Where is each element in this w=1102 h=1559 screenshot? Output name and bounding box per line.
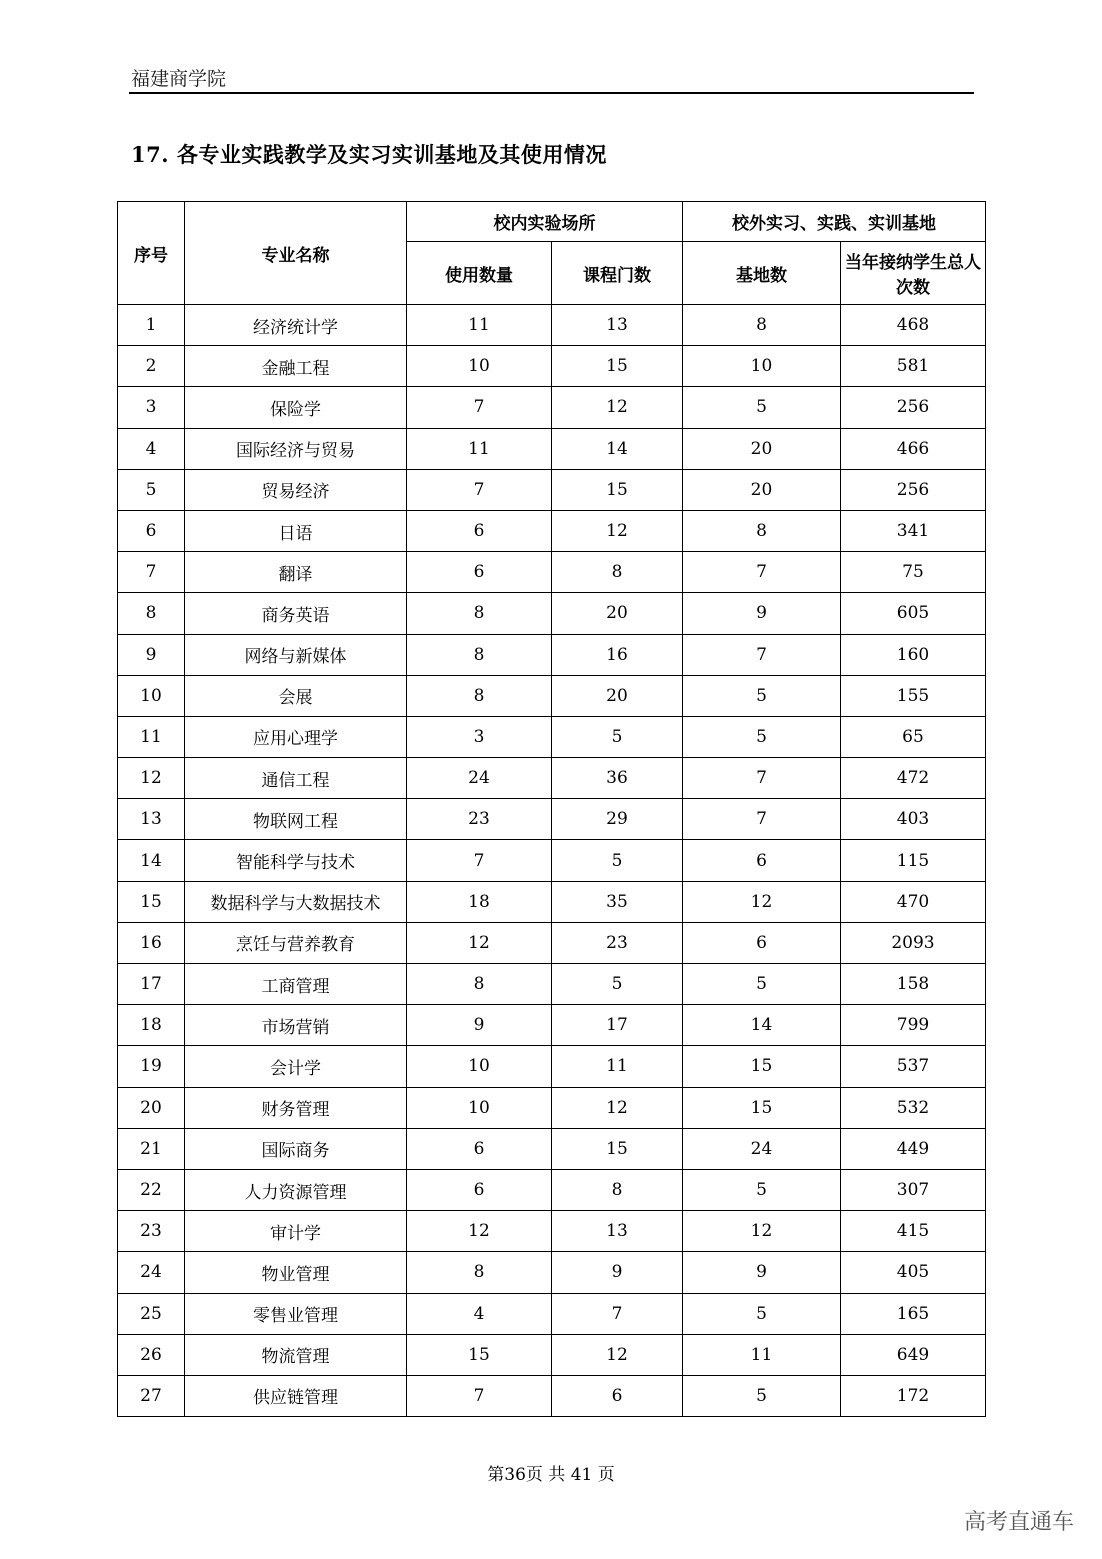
cell-usage: 10 [407, 1046, 552, 1087]
cell-bases: 15 [683, 1046, 841, 1087]
cell-major: 物业管理 [185, 1252, 407, 1293]
cell-courses: 9 [552, 1252, 683, 1293]
table-row [118, 922, 986, 963]
cell-major: 审计学 [185, 1211, 407, 1252]
cell-usage: 8 [407, 964, 552, 1005]
table-row [118, 881, 986, 922]
cell-bases: 5 [683, 1169, 841, 1210]
table-row [118, 1087, 986, 1128]
table-row [118, 305, 986, 346]
cell-students: 307 [841, 1169, 986, 1210]
cell-index: 17 [118, 964, 185, 1005]
table-row [118, 1375, 986, 1416]
cell-courses: 8 [552, 1169, 683, 1210]
cell-bases: 10 [683, 346, 841, 387]
cell-major: 物流管理 [185, 1334, 407, 1375]
cell-bases: 20 [683, 428, 841, 469]
table-row [118, 840, 986, 881]
cell-index: 13 [118, 799, 185, 840]
cell-index: 20 [118, 1087, 185, 1128]
cell-courses: 7 [552, 1293, 683, 1334]
cell-index: 10 [118, 675, 185, 716]
cell-index: 21 [118, 1128, 185, 1169]
cell-students: 472 [841, 758, 986, 799]
cell-major: 国际经济与贸易 [185, 428, 407, 469]
cell-index: 1 [118, 305, 185, 346]
cell-courses: 12 [552, 510, 683, 551]
cell-major: 财务管理 [185, 1087, 407, 1128]
cell-bases: 5 [683, 964, 841, 1005]
table-body [118, 305, 986, 1417]
document-header: 福建商学院 [131, 68, 227, 90]
cell-usage: 7 [407, 387, 552, 428]
cell-usage: 23 [407, 799, 552, 840]
cell-major: 数据科学与大数据技术 [185, 881, 407, 922]
cell-students: 256 [841, 469, 986, 510]
cell-usage: 6 [407, 552, 552, 593]
cell-students: 341 [841, 510, 986, 551]
cell-students: 799 [841, 1005, 986, 1046]
cell-major: 智能科学与技术 [185, 840, 407, 881]
column-header-courses: 课程门数 [552, 242, 683, 305]
cell-bases: 5 [683, 675, 841, 716]
cell-usage: 8 [407, 675, 552, 716]
cell-students: 468 [841, 305, 986, 346]
cell-index: 5 [118, 469, 185, 510]
cell-usage: 8 [407, 634, 552, 675]
cell-index: 27 [118, 1375, 185, 1416]
cell-students: 75 [841, 552, 986, 593]
column-header-index: 序号 [118, 202, 185, 305]
table-row [118, 387, 986, 428]
cell-students: 605 [841, 593, 986, 634]
cell-major: 人力资源管理 [185, 1169, 407, 1210]
table-row [118, 469, 986, 510]
cell-students: 470 [841, 881, 986, 922]
cell-major: 会展 [185, 675, 407, 716]
cell-students: 649 [841, 1334, 986, 1375]
cell-usage: 11 [407, 428, 552, 469]
cell-courses: 5 [552, 840, 683, 881]
table-row [118, 1005, 986, 1046]
cell-courses: 12 [552, 387, 683, 428]
cell-major: 工商管理 [185, 964, 407, 1005]
cell-index: 2 [118, 346, 185, 387]
cell-students: 403 [841, 799, 986, 840]
cell-usage: 15 [407, 1334, 552, 1375]
cell-major: 翻译 [185, 552, 407, 593]
cell-bases: 12 [683, 881, 841, 922]
cell-usage: 12 [407, 1211, 552, 1252]
cell-courses: 11 [552, 1046, 683, 1087]
table-row [118, 964, 986, 1005]
cell-usage: 3 [407, 716, 552, 757]
cell-usage: 24 [407, 758, 552, 799]
column-header-bases: 基地数 [683, 242, 841, 305]
cell-students: 155 [841, 675, 986, 716]
cell-courses: 17 [552, 1005, 683, 1046]
cell-major: 会计学 [185, 1046, 407, 1087]
column-header-usage: 使用数量 [407, 242, 552, 305]
cell-index: 22 [118, 1169, 185, 1210]
cell-usage: 10 [407, 346, 552, 387]
cell-usage: 7 [407, 1375, 552, 1416]
cell-index: 23 [118, 1211, 185, 1252]
cell-usage: 10 [407, 1087, 552, 1128]
cell-students: 165 [841, 1293, 986, 1334]
cell-students: 65 [841, 716, 986, 757]
cell-courses: 16 [552, 634, 683, 675]
cell-bases: 20 [683, 469, 841, 510]
cell-students: 405 [841, 1252, 986, 1293]
cell-major: 烹饪与营养教育 [185, 922, 407, 963]
cell-usage: 18 [407, 881, 552, 922]
table-row [118, 510, 986, 551]
cell-courses: 15 [552, 346, 683, 387]
cell-major: 供应链管理 [185, 1375, 407, 1416]
cell-bases: 7 [683, 634, 841, 675]
cell-index: 12 [118, 758, 185, 799]
cell-major: 保险学 [185, 387, 407, 428]
cell-bases: 5 [683, 387, 841, 428]
cell-courses: 13 [552, 305, 683, 346]
cell-major: 国际商务 [185, 1128, 407, 1169]
cell-index: 25 [118, 1293, 185, 1334]
cell-major: 网络与新媒体 [185, 634, 407, 675]
cell-usage: 11 [407, 305, 552, 346]
cell-major: 物联网工程 [185, 799, 407, 840]
cell-bases: 7 [683, 799, 841, 840]
section-title: 17. 各专业实践教学及实习实训基地及其使用情况 [131, 142, 607, 167]
column-header-students: 当年接纳学生总人次数 [841, 242, 986, 305]
cell-index: 8 [118, 593, 185, 634]
table-row [118, 634, 986, 675]
group-header-external: 校外实习、实践、实训基地 [683, 202, 986, 242]
cell-courses: 35 [552, 881, 683, 922]
cell-usage: 4 [407, 1293, 552, 1334]
cell-usage: 9 [407, 1005, 552, 1046]
cell-usage: 12 [407, 922, 552, 963]
cell-students: 537 [841, 1046, 986, 1087]
cell-bases: 8 [683, 305, 841, 346]
table-row [118, 1211, 986, 1252]
watermark: 高考直通车 [963, 1510, 1074, 1535]
cell-courses: 14 [552, 428, 683, 469]
cell-bases: 12 [683, 1211, 841, 1252]
table-row [118, 799, 986, 840]
cell-usage: 6 [407, 1169, 552, 1210]
cell-bases: 11 [683, 1334, 841, 1375]
cell-courses: 6 [552, 1375, 683, 1416]
cell-major: 应用心理学 [185, 716, 407, 757]
cell-bases: 8 [683, 510, 841, 551]
cell-bases: 5 [683, 1293, 841, 1334]
cell-bases: 9 [683, 593, 841, 634]
cell-usage: 6 [407, 510, 552, 551]
cell-courses: 12 [552, 1087, 683, 1128]
cell-index: 6 [118, 510, 185, 551]
cell-students: 160 [841, 634, 986, 675]
cell-courses: 20 [552, 675, 683, 716]
cell-bases: 14 [683, 1005, 841, 1046]
table-row [118, 758, 986, 799]
cell-major: 零售业管理 [185, 1293, 407, 1334]
cell-courses: 12 [552, 1334, 683, 1375]
cell-index: 4 [118, 428, 185, 469]
table-row [118, 675, 986, 716]
cell-usage: 8 [407, 593, 552, 634]
table-row [118, 593, 986, 634]
cell-students: 158 [841, 964, 986, 1005]
table-row [118, 1128, 986, 1169]
cell-usage: 7 [407, 469, 552, 510]
cell-usage: 6 [407, 1128, 552, 1169]
cell-bases: 6 [683, 840, 841, 881]
group-header-internal: 校内实验场所 [407, 202, 683, 242]
cell-major: 日语 [185, 510, 407, 551]
cell-students: 415 [841, 1211, 986, 1252]
cell-students: 2093 [841, 922, 986, 963]
cell-courses: 15 [552, 469, 683, 510]
cell-bases: 15 [683, 1087, 841, 1128]
table-row [118, 716, 986, 757]
table-row [118, 552, 986, 593]
cell-index: 24 [118, 1252, 185, 1293]
cell-students: 256 [841, 387, 986, 428]
cell-major: 金融工程 [185, 346, 407, 387]
practice-bases-table [117, 201, 986, 1417]
cell-bases: 5 [683, 1375, 841, 1416]
cell-courses: 5 [552, 964, 683, 1005]
cell-bases: 9 [683, 1252, 841, 1293]
cell-courses: 5 [552, 716, 683, 757]
cell-bases: 7 [683, 552, 841, 593]
cell-students: 466 [841, 428, 986, 469]
cell-major: 商务英语 [185, 593, 407, 634]
cell-bases: 24 [683, 1128, 841, 1169]
table-row [118, 1293, 986, 1334]
cell-index: 9 [118, 634, 185, 675]
cell-major: 通信工程 [185, 758, 407, 799]
cell-index: 16 [118, 922, 185, 963]
cell-students: 172 [841, 1375, 986, 1416]
cell-major: 贸易经济 [185, 469, 407, 510]
cell-index: 7 [118, 552, 185, 593]
cell-courses: 20 [552, 593, 683, 634]
table-row [118, 346, 986, 387]
cell-index: 14 [118, 840, 185, 881]
cell-usage: 8 [407, 1252, 552, 1293]
cell-index: 3 [118, 387, 185, 428]
cell-major: 市场营销 [185, 1005, 407, 1046]
table-row [118, 1046, 986, 1087]
table-row [118, 1169, 986, 1210]
cell-courses: 8 [552, 552, 683, 593]
cell-usage: 7 [407, 840, 552, 881]
cell-courses: 15 [552, 1128, 683, 1169]
cell-students: 581 [841, 346, 986, 387]
cell-courses: 29 [552, 799, 683, 840]
cell-bases: 6 [683, 922, 841, 963]
cell-courses: 13 [552, 1211, 683, 1252]
cell-index: 19 [118, 1046, 185, 1087]
column-header-major: 专业名称 [185, 202, 407, 305]
cell-students: 115 [841, 840, 986, 881]
cell-index: 26 [118, 1334, 185, 1375]
cell-bases: 7 [683, 758, 841, 799]
cell-index: 11 [118, 716, 185, 757]
page-number: 第36页 共 41 页 [487, 1465, 615, 1485]
header-divider [129, 92, 974, 94]
cell-index: 15 [118, 881, 185, 922]
table-row [118, 428, 986, 469]
cell-students: 449 [841, 1128, 986, 1169]
cell-index: 18 [118, 1005, 185, 1046]
table-row [118, 1252, 986, 1293]
cell-courses: 36 [552, 758, 683, 799]
table-row [118, 1334, 986, 1375]
cell-courses: 23 [552, 922, 683, 963]
cell-major: 经济统计学 [185, 305, 407, 346]
cell-bases: 5 [683, 716, 841, 757]
cell-students: 532 [841, 1087, 986, 1128]
